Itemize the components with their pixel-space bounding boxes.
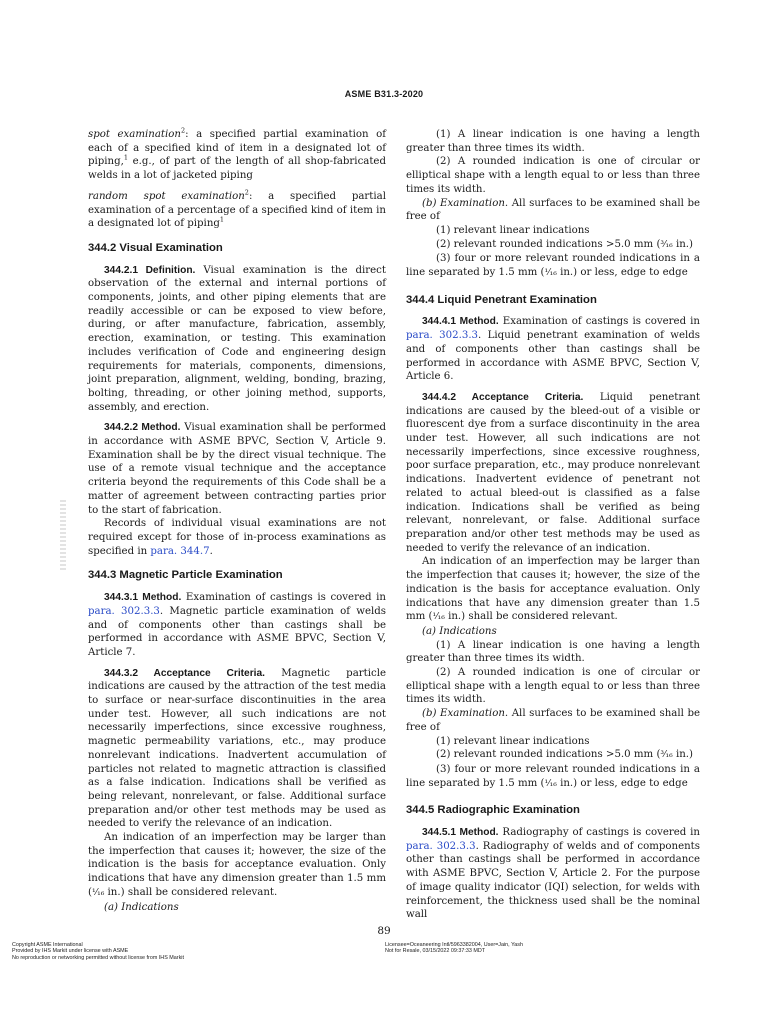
- list-item-free-rounded: (2) relevant rounded indications >5.0 mm (³⁄₁₆ in.): [436, 749, 694, 761]
- spot-examination-definition: spot examination$^2$: a specified partial examination of each of a specified kind of item in a designated lot of piping,$^1$ e.g., of part of the length of all shop-fabricated welds in a lot of jacketed piping: [88, 126, 386, 182]
- random-spot-examination-definition: random spot examination$^2$: a specified partial examination of a percentage of a specified kind of item in a designated lot of piping$^1$: [88, 188, 386, 230]
- paragraph-344-3-2: 344.3.2 Acceptance Criteria. Magnetic particle indications are caused by the attraction of the test media to surface or near-surface discontinuities in the area under test. However, all such indications are not necessarily imperfections, since excessive roughness, magnetic permeability variations, etc., may produce nonrelevant indications. Inadvertent accumulation of particles not related to magnetic attraction is classified as a false indication. Indications shall be verified as being relevant, nonrelevant, or false. Additional surface preparation and/or other test methods may be used as needed to verify the relevance of an indication.: [88, 667, 386, 830]
- list-item-linear-indication: (1) A linear indication is one having a length greater than three times its width.: [406, 639, 700, 665]
- section-heading-344-2: 344.2 Visual Examination: [88, 241, 223, 254]
- list-item-indications: (a) Indications: [422, 625, 497, 637]
- paragraph-344-3-1: 344.3.1 Method. Examination of castings is covered in para. 302.3.3. Magnetic particle examination of welds and of components other than castings shall be performed in accordance with ASME BPVC, Section V, Article 7.: [88, 592, 386, 658]
- list-item-indications: (a) Indications: [104, 901, 179, 913]
- section-heading-344-3: 344.3 Magnetic Particle Examination: [88, 569, 283, 582]
- list-item-free-linear: (1) relevant linear indications: [436, 224, 590, 236]
- list-item-free-line: (3) four or more relevant rounded indications in a line separated by 1.5 mm (¹⁄₁₆ in.) or less, edge to edge: [406, 763, 700, 789]
- running-header: ASME B31.3-2020: [344, 89, 424, 99]
- paragraph-344-2-1: 344.2.1 Definition. Visual examination is the direct observation of the external and internal portions of components, joints, and other piping elements that are readily accessible or can be exposed to view before, during, or after manufacture, fabrication, assembly, erection, examination, or testing. This examination includes verification of Code and engineering design requirements for materials, components, dimensions, joint preparation, alignment, welding, bonding, brazing, bolting, threading, or other joining method, supports, assembly, and erection.: [88, 264, 386, 413]
- right-column: [406, 128, 700, 922]
- list-item-free-linear: (1) relevant linear indications: [436, 735, 590, 747]
- link-para-302-3-3[interactable]: para. 302.3.3: [88, 605, 160, 617]
- list-item-rounded-indication: (2) A rounded indication is one of circular or elliptical shape with a length equal to or less than three times its width.: [406, 667, 700, 706]
- section-heading-344-4: 344.4 Liquid Penetrant Examination: [406, 293, 597, 306]
- link-para-344-7[interactable]: para. 344.7: [150, 545, 210, 557]
- page-number: 89: [377, 925, 391, 937]
- link-para-302-3-3[interactable]: para. 302.3.3: [406, 840, 476, 852]
- paragraph-imperfection-size: An indication of an imperfection may be larger than the imperfection that causes it; however, the size of the indication is the basis for acceptance evaluation. Only indications that have any dimension greater than 1.5 mm (¹⁄₁₆ in.) shall be considered relevant.: [406, 556, 700, 623]
- paragraph-344-4-2: 344.4.2 Acceptance Criteria. Liquid penetrant indications are caused by the bleed-out of a visible or fluorescent dye from a surface discontinuity in the area under test. However, all such indications are not necessarily imperfections, since excessive roughness, poor surface preparation, etc., may produce nonrelevant indications. Inadvertent evidence of penetrant not related to actual bleed-out is classified as a false indication. Indications shall be verified as being relevant, nonrelevant, or false. Additional surface preparation and/or other test methods may be used as needed to verify the relevance of an indication.: [406, 391, 700, 554]
- footer-copyright: Copyright ASME International Provided by IHS Markit under license with ASME No reproduction or networking permitted without license from IHS Markit: [12, 942, 184, 961]
- paragraph-344-4-1: 344.4.1 Method. Examination of castings is covered in para. 302.3.3. Liquid penetrant examination of welds and of components other than castings shall be performed in accordance with ASME BPVC, Section V, Article 6.: [406, 316, 700, 383]
- side-watermark-mark: [60, 500, 66, 570]
- list-item-free-line: (3) four or more relevant rounded indications in a line separated by 1.5 mm (¹⁄₁₆ in.) or less, edge to edge: [406, 253, 700, 279]
- link-para-302-3-3[interactable]: para. 302.3.3: [406, 330, 479, 342]
- list-item-examination: (b) Examination. All surfaces to be examined shall be free of: [406, 197, 701, 223]
- paragraph-344-2-2: 344.2.2 Method. Visual examination shall be performed in accordance with ASME BPVC, Section V, Article 9. Examination shall be by the direct visual technique. The use of a remote visual technique and the acceptance criteria beyond the requirements of this Code shall be a matter of agreement between contracting parties prior to the start of fabrication.: [88, 422, 386, 516]
- list-item-linear-indication: (1) A linear indication is one having a length greater than three times its width.: [406, 129, 700, 154]
- paragraph-imperfection-size: An indication of an imperfection may be larger than the imperfection that causes it; however, the size of the indication is the basis for acceptance evaluation. Only indications that have any dimension greater than 1.5 mm (¹⁄₁₆ in.) shall be considered relevant.: [88, 832, 386, 898]
- list-item-examination: (b) Examination. All surfaces to be examined shall be free of: [406, 708, 701, 733]
- left-column: [88, 128, 386, 914]
- paragraph-344-5-1: 344.5.1 Method. Radiography of castings is covered in para. 302.3.3. Radiography of welds and of components other than castings shall be performed in accordance with ASME BPVC, Section V, Article 2. For the purpose of image quality indicator (IQI) selection, for welds with reinforcement, the thickness used shall be the nominal wall: [406, 827, 700, 921]
- footer-license: Licensee=Oceaneering Intl/5963382004, User=Jain, Yash Not for Resale, 03/15/2022 09:37:33 MDT: [385, 942, 523, 955]
- list-item-rounded-indication: (2) A rounded indication is one of circular or elliptical shape with a length equal to or less than three times its width.: [406, 156, 700, 195]
- paragraph-records: Records of individual visual examinations are not required except for those of in-process examinations as specified in para. 344.7.: [88, 518, 386, 557]
- section-heading-344-5: 344.5 Radiographic Examination: [406, 804, 580, 817]
- list-item-free-rounded: (2) relevant rounded indications >5.0 mm (³⁄₁₆ in.): [436, 238, 694, 250]
